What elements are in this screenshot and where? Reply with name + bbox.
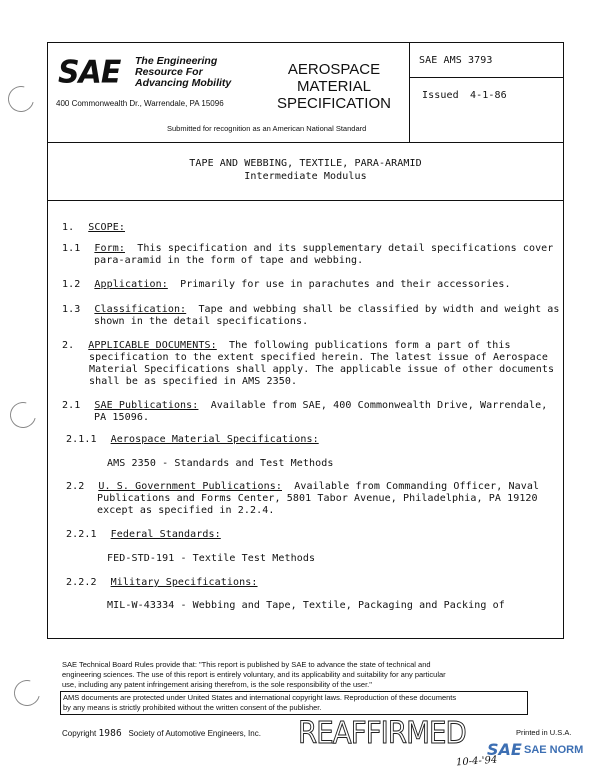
- section-number: 1.: [62, 222, 75, 233]
- section-heading: U. S. Government Publications:: [98, 481, 282, 492]
- section-heading: Application:: [94, 279, 168, 290]
- tagline-line-1: The Engineering: [135, 55, 218, 67]
- section-number: 1.2: [62, 279, 81, 290]
- section-number: 2.2.2: [66, 577, 97, 588]
- section-2: [62, 340, 554, 388]
- board-rules-line: engineering sciences. The use of this report is entirely voluntary, and its applicability and suitability for any particular: [62, 670, 446, 679]
- reference-ams-2350: AMS 2350 - Standards and Test Methods: [107, 458, 334, 469]
- section-1-2: [62, 279, 511, 290]
- sae-tagline: [135, 56, 231, 89]
- section-heading: Aerospace Material Specifications:: [110, 434, 319, 445]
- section-heading: Military Specifications:: [110, 577, 258, 588]
- board-rules-notice: [62, 660, 532, 690]
- section-number: 2.2: [66, 481, 85, 492]
- issued-label: Issued: [422, 90, 459, 101]
- printed-in: Printed in U.S.A.: [516, 728, 572, 737]
- section-number: 1.1: [62, 243, 81, 254]
- section-number: 1.3: [62, 304, 81, 315]
- tagline-line-3: Advancing Mobility: [135, 77, 232, 89]
- reference-fed-std-191: FED-STD-191 - Textile Test Methods: [107, 553, 316, 564]
- section-text: para-aramid in the form of tape and webbing.: [94, 255, 364, 266]
- section-text: Available from Commanding Officer, Naval: [294, 481, 540, 492]
- section-2-2: [66, 481, 539, 517]
- doc-type-line-3: SPECIFICATION: [277, 95, 391, 112]
- section-number: 2.1: [62, 400, 81, 411]
- sae-address: 400 Commonwealth Dr., Warrendale, PA 15096: [56, 99, 224, 108]
- copyright-year: 1986: [98, 728, 122, 739]
- section-text: shown in the detail specifications.: [94, 316, 309, 327]
- section-text: except as specified in 2.2.4.: [97, 505, 275, 516]
- copyright-protection-line: by any means is strictly prohibited without the written consent of the publisher.: [63, 703, 322, 712]
- doc-type-line-2: MATERIAL: [297, 78, 371, 95]
- watermark-sae-logo: SAE: [487, 740, 522, 759]
- section-2-1-1: [66, 434, 319, 445]
- sae-logo: SAE: [58, 54, 121, 91]
- section-2-2-1: [66, 529, 221, 540]
- copyright-line: [62, 728, 261, 739]
- section-heading: APPLICABLE DOCUMENTS:: [88, 340, 217, 351]
- watermark-sae-norm: SAE NORM: [524, 744, 584, 756]
- section-text: PA 15096.: [94, 412, 150, 423]
- copyright-label: Copyright: [62, 729, 97, 738]
- issued-divider: [409, 77, 564, 78]
- section-1-3: [62, 304, 560, 328]
- spec-number: SAE AMS 3793: [419, 55, 493, 66]
- reference-mil-w-43334: MIL-W-43334 - Webbing and Tape, Textile, Packaging and Packing of: [107, 600, 505, 611]
- section-text: shall be as specified in AMS 2350.: [89, 376, 298, 387]
- section-number: 2.1.1: [66, 434, 97, 445]
- section-text: The following publications form a part of this: [229, 340, 511, 351]
- section-text: Publications and Forms Center, 5801 Tabor Avenue, Philadelphia, PA 19120: [97, 493, 538, 504]
- binder-hole-bottom: [9, 675, 45, 711]
- doc-type-line-1: AEROSPACE: [287, 61, 381, 78]
- header-bottom-line: [47, 142, 564, 143]
- doc-type: [268, 61, 400, 112]
- doc-title-line-2: Intermediate Modulus: [244, 171, 367, 182]
- issued-date: 4-1-86: [470, 90, 507, 101]
- section-heading: SAE Publications:: [94, 400, 199, 411]
- copyright-protection-line: AMS documents are protected under United States and international copyright laws. Reproduction of these documents: [63, 693, 457, 702]
- section-text: Material Specifications shall apply. The applicable issue of other documents: [89, 364, 555, 375]
- section-text: This specification and its supplementary detail specifications cover: [137, 243, 554, 254]
- submitted-note: Submitted for recognition as an American National Standard: [167, 124, 367, 133]
- section-heading: Classification:: [94, 304, 187, 315]
- section-2-1: [62, 400, 547, 424]
- tagline-line-2: Resource For: [135, 66, 203, 78]
- section-text: Available from SAE, 400 Commonwealth Drive, Warrendale,: [210, 400, 548, 411]
- binder-hole-middle: [5, 397, 41, 433]
- copyright-protection-notice: [60, 691, 528, 715]
- section-heading: Form:: [94, 243, 125, 254]
- section-2-2-2: [66, 577, 258, 588]
- header-divider-vertical: [409, 42, 410, 142]
- binder-hole-top: [3, 81, 39, 117]
- section-heading: Federal Standards:: [110, 529, 221, 540]
- reaffirmed-stamp: REAFFIRMED: [298, 716, 466, 751]
- title-bottom-line: [47, 200, 564, 201]
- handwritten-date: 10-4-'94: [455, 754, 498, 769]
- board-rules-line: SAE Technical Board Rules provide that: "This report is published by SAE to advance the state of technical and: [62, 660, 431, 669]
- section-number: 2.: [62, 340, 75, 351]
- doc-title-line-1: TAPE AND WEBBING, TEXTILE, PARA-ARAMID: [189, 158, 422, 169]
- section-heading: SCOPE:: [88, 222, 125, 233]
- section-number: 2.2.1: [66, 529, 97, 540]
- section-1-1: [62, 243, 553, 267]
- section-text: specification to the extent specified herein. The latest issue of Aerospace: [89, 352, 549, 363]
- board-rules-line: use, including any patent infringement arising therefrom, is the sole responsibility of the user.": [62, 680, 372, 689]
- section-text: Tape and webbing shall be classified by width and weight as: [198, 304, 560, 315]
- section-text: Primarily for use in parachutes and their accessories.: [180, 279, 511, 290]
- publisher-name: Society of Automotive Engineers, Inc.: [128, 729, 261, 738]
- section-1: [62, 222, 125, 233]
